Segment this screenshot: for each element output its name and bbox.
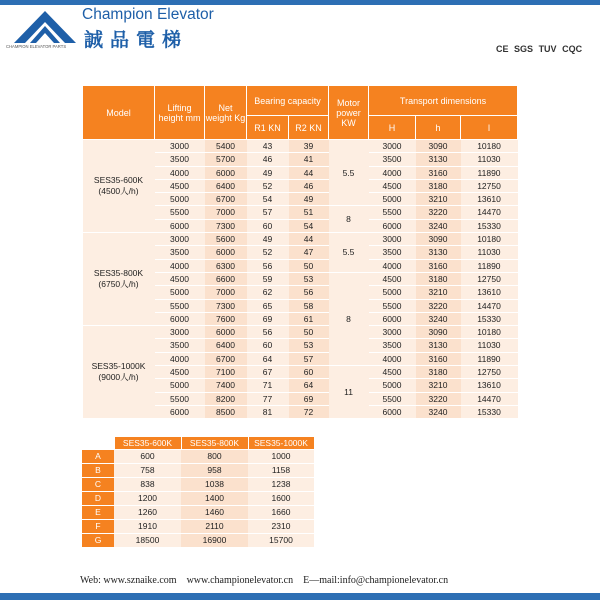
table-cell: 3000 [155,326,205,339]
header-transport-dimensions: Transport dimensions [369,86,518,116]
table-cell: 6000 [155,219,205,232]
table-cell: 1158 [248,464,314,478]
table-cell: 6000 [369,312,416,325]
header-h: h [416,116,461,140]
table-cell: 10180 [461,233,518,246]
table-cell: 3130 [416,153,461,166]
table-cell: 4000 [369,166,416,179]
table-cell: 3210 [416,379,461,392]
table-cell: 10180 [461,140,518,153]
header-H: H [369,116,416,140]
sgs-mark: SGS [514,44,534,54]
table-cell: 5500 [155,392,205,405]
table-cell: 44 [289,166,329,179]
row-label: C [82,478,114,492]
table-cell: 60 [247,219,289,232]
table-cell: 67 [247,366,289,379]
table-cell: 800 [181,450,248,464]
table-cell: 51 [289,206,329,219]
table-cell: 5500 [369,299,416,312]
table-cell: 71 [247,379,289,392]
table-cell: 3500 [155,246,205,259]
header-l: l [461,116,518,140]
table-cell: 4500 [155,272,205,285]
table-cell: 6400 [205,339,247,352]
table-cell: 60 [247,339,289,352]
table-cell: 10180 [461,326,518,339]
table-cell: 3180 [416,272,461,285]
table-cell: 53 [289,339,329,352]
table-cell: 5500 [369,206,416,219]
table-cell: 11890 [461,352,518,365]
table-cell: 58 [289,299,329,312]
motor-power-cell: 5.5 [329,140,369,206]
table-cell: 3240 [416,219,461,232]
table-cell: 4500 [369,366,416,379]
table-cell: 50 [289,326,329,339]
top-bar [0,0,600,5]
table-cell: 5500 [155,299,205,312]
table-cell: 2110 [181,520,248,534]
table-cell: 39 [289,140,329,153]
table-cell: 3160 [416,166,461,179]
table-cell: 6000 [155,312,205,325]
table-cell: 3130 [416,339,461,352]
table-cell: 838 [114,478,181,492]
table-cell: 1238 [248,478,314,492]
certification-marks [496,44,585,54]
table-cell: 6000 [205,326,247,339]
table-cell: 8500 [205,405,247,418]
footer-web2: www.championelevator.cn [186,575,294,586]
table-cell: 8200 [205,392,247,405]
table-cell: 57 [289,352,329,365]
table-cell: 1200 [114,492,181,506]
table-cell: 1600 [248,492,314,506]
footer-email: E—mail:info@championelevator.cn [303,575,449,586]
table-cell: 65 [247,299,289,312]
table-cell: 3130 [416,246,461,259]
table-cell: 15330 [461,405,518,418]
table-cell: 60 [289,366,329,379]
table-cell: 6000 [369,405,416,418]
motor-power-cell: 5.5 [329,233,369,273]
table-cell: 3000 [369,140,416,153]
table-row [83,233,518,246]
table-cell: 59 [247,272,289,285]
table-cell: 69 [289,392,329,405]
table-cell: 1260 [114,506,181,520]
table-cell: 3160 [416,259,461,272]
table-cell: 600 [114,450,181,464]
table-cell: 47 [289,246,329,259]
table-cell: 5600 [205,233,247,246]
table-cell: 6600 [205,272,247,285]
table-cell: 6000 [155,405,205,418]
model-capacity: (4500人/h) [98,186,139,197]
table-cell: 64 [289,379,329,392]
model-cell [83,233,155,326]
table-cell: 11030 [461,339,518,352]
table-cell: 3240 [416,312,461,325]
bottom-bar [0,593,600,600]
table-cell: 6700 [205,193,247,206]
table-cell: 7400 [205,379,247,392]
row-label: F [82,520,114,534]
table-cell: 4000 [369,259,416,272]
footer-web: Web: www.sznaike.com [80,575,177,586]
table-cell: 49 [247,233,289,246]
header-lifting-height: Lifting height mm [155,86,205,140]
header-r1: R1 KN [247,116,289,140]
table-cell: 7300 [205,219,247,232]
table-cell: 7600 [205,312,247,325]
table-cell: 46 [247,153,289,166]
header-r2: R2 KN [289,116,329,140]
table-cell: 5500 [369,392,416,405]
table-cell: 11890 [461,166,518,179]
table-cell: 3210 [416,193,461,206]
table-cell: 5000 [155,379,205,392]
table-cell: 3500 [155,153,205,166]
table-cell: 5000 [155,193,205,206]
row-label: D [82,492,114,506]
tuv-mark: TUV [538,44,557,54]
motor-power-cell: 8 [329,272,369,365]
table-cell: 1910 [114,520,181,534]
table-cell: 3500 [369,339,416,352]
table-cell: 3220 [416,299,461,312]
table-cell: 3090 [416,140,461,153]
table-cell: 15330 [461,312,518,325]
table-cell: 1000 [248,450,314,464]
table-cell: 4500 [155,366,205,379]
header-bearing-capacity: Bearing capacity [247,86,329,116]
model-name: SES35-1000K [91,361,146,372]
table-cell: 43 [247,140,289,153]
table-cell: 3500 [155,339,205,352]
header-model: Model [83,86,155,140]
header-net-weight: Net weight Kg [205,86,247,140]
table-cell: 1460 [181,506,248,520]
motor-power-cell: 8 [329,206,369,233]
table-cell: 41 [289,153,329,166]
brand-name: Champion Elevator [82,6,214,23]
table-cell: 54 [289,219,329,232]
table-cell: 11030 [461,153,518,166]
table-row [82,534,314,548]
table-cell: 5700 [205,153,247,166]
table-cell: 1038 [181,478,248,492]
table-row [82,450,314,464]
model-capacity: (9000人/h) [98,372,139,383]
table-cell: 14470 [461,392,518,405]
table-cell: 3220 [416,392,461,405]
table-cell: 18500 [114,534,181,548]
table-row [83,326,518,339]
table-cell: 3220 [416,206,461,219]
row-label: G [82,534,114,548]
table-cell: 12750 [461,179,518,192]
table-cell: 12750 [461,366,518,379]
table-cell: 14470 [461,299,518,312]
table-cell: 3240 [416,405,461,418]
model-capacity: (6750人/h) [98,279,139,290]
table-cell: 77 [247,392,289,405]
footer [80,575,458,586]
table-cell: 3000 [369,233,416,246]
table-cell: 5000 [369,193,416,206]
table-cell: 5400 [205,140,247,153]
table-cell: 7000 [205,286,247,299]
table-cell: 6000 [205,246,247,259]
table-cell: 5500 [155,206,205,219]
table-cell: 4500 [155,179,205,192]
cqc-mark: CQC [562,44,583,54]
model-name: SES35-600K [93,175,144,186]
table-cell: 54 [247,193,289,206]
table-cell: 6700 [205,352,247,365]
table-cell: 1400 [181,492,248,506]
table-cell: 46 [289,179,329,192]
table-cell: 69 [247,312,289,325]
model-name: SES35-800K [93,268,144,279]
table-cell: 12750 [461,272,518,285]
table-cell: 6000 [369,219,416,232]
ce-mark: CE [496,44,509,54]
table-cell: 2310 [248,520,314,534]
table-cell: 13610 [461,193,518,206]
table-row [82,520,314,534]
dim-header: SES35-1000K [248,437,314,450]
table-row [83,140,518,153]
table-cell: 3000 [369,326,416,339]
table-cell: 6300 [205,259,247,272]
table-cell: 57 [247,206,289,219]
table-row [82,492,314,506]
table-row [82,506,314,520]
dimension-table [82,436,315,547]
table-cell: 4000 [155,352,205,365]
table-cell: 56 [247,326,289,339]
table-cell: 13610 [461,286,518,299]
table-cell: 3090 [416,233,461,246]
dim-header: SES35-800K [181,437,248,450]
table-cell: 11030 [461,246,518,259]
table-cell: 11890 [461,259,518,272]
table-cell: 3000 [155,233,205,246]
logo-subtext: CHAMPION ELEVATOR PARTS [6,44,67,49]
header-motor-power: Motor power KW [329,86,369,140]
table-cell: 61 [289,312,329,325]
row-label: E [82,506,114,520]
table-cell: 15700 [248,534,314,548]
table-cell: 52 [247,179,289,192]
table-row [82,478,314,492]
table-cell: 4500 [369,179,416,192]
table-cell: 52 [247,246,289,259]
table-cell: 72 [289,405,329,418]
brand-name-cn: 誠品電梯 [84,30,189,51]
table-cell: 6000 [205,166,247,179]
table-cell: 5000 [155,286,205,299]
table-cell: 3090 [416,326,461,339]
table-cell: 81 [247,405,289,418]
table-cell: 14470 [461,206,518,219]
table-cell: 958 [181,464,248,478]
table-cell: 15330 [461,219,518,232]
table-row [82,464,314,478]
table-cell: 5000 [369,379,416,392]
table-cell: 1660 [248,506,314,520]
table-cell: 758 [114,464,181,478]
table-cell: 49 [289,193,329,206]
table-cell: 16900 [181,534,248,548]
table-cell: 7300 [205,299,247,312]
table-cell: 56 [247,259,289,272]
model-cell [83,326,155,419]
table-cell: 4000 [369,352,416,365]
table-cell: 4000 [155,259,205,272]
table-cell: 3180 [416,366,461,379]
table-cell: 3210 [416,286,461,299]
table-cell: 3000 [155,140,205,153]
table-cell: 4000 [155,166,205,179]
dim-header: SES35-600K [114,437,181,450]
table-cell: 3500 [369,153,416,166]
model-cell [83,140,155,233]
table-cell: 3160 [416,352,461,365]
table-cell: 62 [247,286,289,299]
table-cell: 6400 [205,179,247,192]
table-cell: 7000 [205,206,247,219]
table-cell: 53 [289,272,329,285]
table-cell: 49 [247,166,289,179]
table-cell: 56 [289,286,329,299]
spec-table [82,85,518,418]
table-cell: 44 [289,233,329,246]
table-cell: 7100 [205,366,247,379]
table-cell: 13610 [461,379,518,392]
row-label: A [82,450,114,464]
table-cell: 4500 [369,272,416,285]
table-cell: 3500 [369,246,416,259]
row-label: B [82,464,114,478]
motor-power-cell: 11 [329,366,369,419]
table-cell: 50 [289,259,329,272]
table-cell: 3180 [416,179,461,192]
table-cell: 5000 [369,286,416,299]
table-cell: 64 [247,352,289,365]
